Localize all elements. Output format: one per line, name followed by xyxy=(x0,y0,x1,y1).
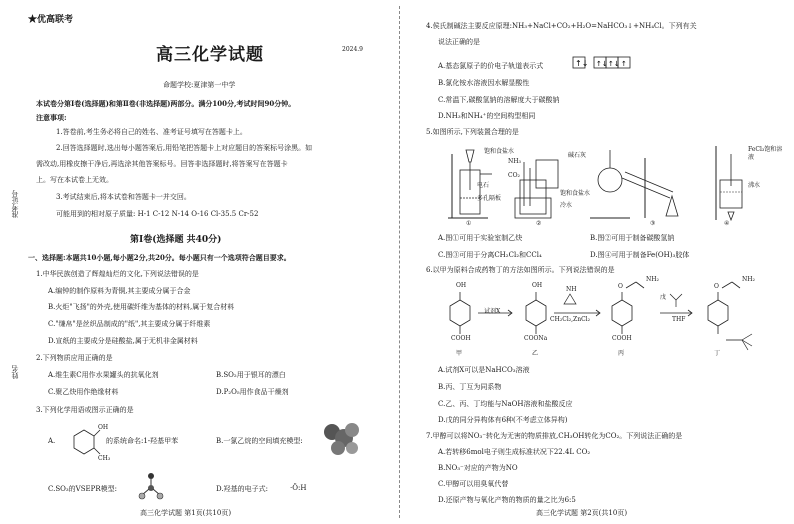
side-ticket-label: 准考证号 xyxy=(11,190,19,218)
compound-yi: 乙 xyxy=(532,350,539,357)
exam-date: 2024.9 xyxy=(342,46,363,53)
figure-number: ④ xyxy=(724,220,730,227)
note-line: 1.答卷前,考生务必将自己的姓名、准考证号填写在答题卡上。 xyxy=(56,128,247,136)
ding-o-label: O xyxy=(714,283,719,290)
q3-option-b: B.一氯乙烷的空间填充模型: xyxy=(216,437,303,445)
label-calcium-carbide: 电石 xyxy=(477,182,490,189)
q1-stem: 1.中华民族创造了辉煌灿烂的文化,下列说法错误的是 xyxy=(36,270,199,278)
q5-option: D.图④可用于制备Fe(OH)₃胶体 xyxy=(590,251,690,259)
reagent-x: 试剂X xyxy=(484,308,501,315)
yi-oh-label: OH xyxy=(532,282,543,289)
exam-badge: ★优高联考 xyxy=(28,15,74,25)
q5-option: B.图②可用于制备碳酸氢钠 xyxy=(590,234,675,242)
intro-text: 本试卷分第Ⅰ卷(选择题)和第Ⅱ卷(非选择题)两部分。满分100分,考试时间90分钟。 xyxy=(36,99,296,108)
reagent-thf: THF xyxy=(672,316,686,323)
q1-option: C."缣帛"是丝织品制成的"纸",其主要成分属于纤维素 xyxy=(48,320,211,328)
q6-option: D.戊的同分异构体有6种(不考虑立体异构) xyxy=(438,416,568,424)
q6-option: C.乙、丙、丁均能与NaOH溶液和盐酸反应 xyxy=(438,400,573,408)
side-name-label: 姓名 xyxy=(11,365,19,379)
bing-nh2-label: NH₂ xyxy=(646,276,659,283)
figure-number: ② xyxy=(536,220,542,227)
reagent-zncl2: CH₂Cl₂,ZnCl₂ xyxy=(550,316,590,323)
q3-stem: 3.下列化学用语或图示正确的是 xyxy=(36,406,134,414)
label-cold-water: 冷水 xyxy=(560,202,573,209)
figure-number: ③ xyxy=(650,220,656,227)
footer-right: 高三化学试题 第2页(共10页) xyxy=(536,509,628,517)
svg-text:↑: ↑ xyxy=(621,60,627,68)
q3-option-c: C.SO₃的VSEPR模型: xyxy=(48,485,117,493)
q6-stem: 6.以甲为原料合成药物丁的方法如图所示。下列说法错误的是 xyxy=(426,266,615,274)
q3-option-a: 的系统命名:1-羟基甲苯 xyxy=(106,437,179,445)
notes-title: 注意事项: xyxy=(36,113,67,122)
q1-option: B.火炬"飞扬"的外壳,使用碳纤维为基体的材料,属于复合材料 xyxy=(48,303,235,311)
q5-option: A.图①可用于实验室制乙炔 xyxy=(438,234,523,242)
page-title: 高三化学试题 xyxy=(156,45,264,65)
space-filling-model xyxy=(320,418,364,458)
hydroxyl-electron-formula: ·Ö:H xyxy=(290,484,307,492)
label-fecl3: FeCl₃饱和溶液 xyxy=(748,146,783,161)
label-porous-plate: 多孔隔板 xyxy=(477,195,502,202)
svg-text:↑↓: ↑↓ xyxy=(575,59,589,68)
q6-option: B.丙、丁互为同系物 xyxy=(438,383,502,391)
school-line: 命题学校:夏津第一中学 xyxy=(163,81,236,89)
label-nh3: NH₃ xyxy=(508,158,521,165)
aziridine-nh-label: NH xyxy=(566,286,577,293)
q3-a-label: A. xyxy=(48,437,56,445)
q1-option: D.宣纸的主要成分是硅酸盐,属于无机非金属材料 xyxy=(48,337,198,345)
q4-option: B.氯化铵水溶液因水解显酸性 xyxy=(438,79,530,87)
q4-option: A.基态氯原子的价电子轨道表示式 xyxy=(438,62,544,70)
section-title: 第Ⅰ卷(选择题 共40分) xyxy=(130,235,222,245)
section-intro: 一、选择题:本题共10小题,每小题2分,共20分。每小题只有一个选项符合题目要求。 xyxy=(28,253,291,262)
q7-option: B.NO₃⁻对应的产物为NO xyxy=(438,464,518,472)
q7-stem: 7.甲醇可以将NO₃⁻转化为无害的物质排放,CH₃OH转化为CO₂。下列说法正确的是 xyxy=(426,432,683,440)
label-boiling-water: 沸水 xyxy=(748,182,761,189)
q2-option: A.维生素C用作水果罐头的抗氧化剂 xyxy=(48,371,159,379)
figure-number: ① xyxy=(466,220,472,227)
compound-ding: 丁 xyxy=(714,350,721,357)
atomic-mass: 可能用到的相对原子质量: H-1 C-12 N-14 O-16 Cl-35.5 Cr-52 xyxy=(56,210,259,218)
yi-coona-label: COONa xyxy=(524,335,548,342)
q4-option: C.常温下,碳酸氢钠的溶解度大于碳酸钠 xyxy=(438,96,560,104)
jia-oh-label: OH xyxy=(456,282,467,289)
label-brine-2: 饱和食盐水 xyxy=(560,190,591,197)
q1-option: A.编钟的制作原料为青铜,其主要成分属于合金 xyxy=(48,287,191,295)
compound-jia: 甲 xyxy=(456,350,463,357)
label-soda-lime: 碱石灰 xyxy=(568,152,587,159)
label-co2: CO₂ xyxy=(508,172,520,179)
q2-stem: 2.下列物质应用正确的是 xyxy=(36,354,113,362)
jia-cooh-label: COOH xyxy=(451,335,471,342)
q2-option: B.SO₂用于银耳的漂白 xyxy=(216,371,286,379)
q2-option: D.P₂O₅用作食品干燥剂 xyxy=(216,388,289,396)
ch3-group-label: CH₃ xyxy=(98,455,111,462)
q7-option: A.若转移6mol电子则生成标准状况下22.4L CO₂ xyxy=(438,448,591,456)
vsepr-model xyxy=(136,470,166,500)
oh-group-label: OH xyxy=(98,424,109,431)
q4-option: D.NH₃和NH₄⁺的空间构型相同 xyxy=(438,112,536,120)
note-line: 需改动,用橡皮擦干净后,再选涂其他答案标号。回答非选择题时,将答案写在答题卡 xyxy=(36,160,288,168)
note-line: 上。写在本试卷上无效。 xyxy=(36,176,113,184)
orbital-diagram xyxy=(572,55,636,71)
q4-stem-2: 说法正确的是 xyxy=(438,38,480,46)
svg-text:↑↓: ↑↓ xyxy=(596,60,608,68)
bing-o-label: O xyxy=(618,283,623,290)
reagent-wu: 戊 xyxy=(660,294,667,301)
bing-cooh-label: COOH xyxy=(612,335,632,342)
q6-option: A.试剂X可以是NaHCO₃溶液 xyxy=(438,366,530,374)
ding-nh2-label: NH₂ xyxy=(742,276,755,283)
q5-stem: 5.如图所示,下列装置合理的是 xyxy=(426,128,519,136)
page-divider xyxy=(399,6,400,518)
svg-text:↑↓: ↑↓ xyxy=(608,60,620,68)
note-line: 2.回答选择题时,选出每小题答案后,用铅笔把答题卡上对应题目的答案标号涂黑。如 xyxy=(56,144,313,152)
note-line: 3.考试结束后,将本试卷和答题卡一并交回。 xyxy=(56,193,191,201)
compound-bing: 丙 xyxy=(618,350,625,357)
q7-option: D.还原产物与氧化产物的物质的量之比为6:5 xyxy=(438,496,576,504)
q7-option: C.甲醇可以用臭氧代替 xyxy=(438,480,509,488)
synthesis-scheme xyxy=(430,280,780,360)
q3-option-d: D.羟基的电子式: xyxy=(216,485,268,493)
label-saturated-brine: 饱和食盐水 xyxy=(484,148,515,155)
q5-option: C.图③可用于分离CH₂Cl₂和CCl₄ xyxy=(438,251,542,259)
footer-left: 高三化学试题 第1页(共10页) xyxy=(140,509,232,517)
q2-option: C.聚乙炔用作绝缘材料 xyxy=(48,388,119,396)
q4-stem: 4.侯氏制碱法主要反应原理:NH₃+NaCl+CO₂+H₂O=NaHCO₃↓+NH₄Cl。下列有关 xyxy=(426,22,697,30)
